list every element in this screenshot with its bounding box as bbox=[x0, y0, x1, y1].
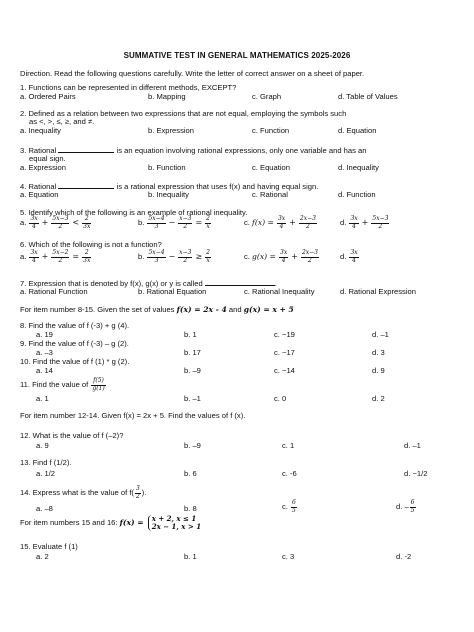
question-12: 12. What is the value of f (–2)? bbox=[20, 431, 124, 440]
q13-option-a[interactable]: a. 1/2 bbox=[36, 469, 55, 478]
q5-option-d[interactable]: d. $\frac{3x}{4}$ + $\frac{5x-3}{2}$ bbox=[340, 215, 389, 230]
q3-text-a: 3. Rational bbox=[20, 146, 57, 155]
page-title: SUMMATIVE TEST IN GENERAL MATHEMATICS 2025-2026 bbox=[123, 51, 351, 60]
question-11 bbox=[20, 378, 107, 392]
q1-option-c[interactable]: c. Graph bbox=[252, 92, 282, 101]
q6-b-label: b. bbox=[138, 252, 145, 261]
fraction: $\frac{3x}{4}$ bbox=[280, 249, 288, 264]
function-notation: f(x) = bbox=[252, 218, 274, 227]
fraction: $\frac{3x}{4}$ bbox=[350, 249, 358, 264]
fraction: $\frac{2x-3}{2}$ bbox=[301, 249, 318, 264]
q3-option-a[interactable]: a. Expression bbox=[20, 163, 67, 172]
q8-option-a[interactable]: a. 19 bbox=[36, 330, 53, 339]
fraction: $\frac{3x}{4}$ bbox=[30, 249, 38, 264]
q4-option-d[interactable]: d. Function bbox=[338, 190, 376, 199]
q14-c-label: c. bbox=[282, 502, 288, 511]
q6-option-b[interactable]: b. $\frac{5x-4}{3}$ − $\frac{x-3}{2}$ ≥ $\frac{2}{x}$ bbox=[138, 249, 210, 264]
q5-option-b[interactable]: b. $\frac{5x-4}{3}$ − $\frac{x-3}{2}$ = $\frac{2}{x}$ bbox=[138, 215, 210, 230]
directions: Direction. Read the following questions carefully. Write the letter of correct answer on a sheet of paper. bbox=[20, 69, 365, 78]
q5-b-label: b. bbox=[138, 218, 145, 227]
fraction: $\frac{5x-3}{2}$ bbox=[52, 215, 69, 230]
given-piecewise-text: For item numbers 15 and 16: bbox=[20, 518, 118, 527]
case-2: 2x − 1, x > 1 bbox=[151, 522, 202, 531]
fraction: $\frac{3x}{4}$ bbox=[277, 215, 286, 230]
q14-d-label: d. – bbox=[396, 502, 409, 511]
q10-option-a[interactable]: a. 14 bbox=[36, 366, 53, 375]
q10-option-b[interactable]: b. –9 bbox=[184, 366, 201, 375]
q11-option-c[interactable]: c. 0 bbox=[274, 394, 287, 403]
fraction: $\frac{5x-2}{2}$ bbox=[52, 249, 69, 264]
q15-option-a[interactable]: a. 2 bbox=[36, 552, 49, 561]
q9-option-c[interactable]: c. −17 bbox=[274, 348, 295, 357]
question-5: 5. Identify which of the following is an example of rational inequality. bbox=[20, 208, 248, 217]
q12-option-c[interactable]: c. 1 bbox=[282, 441, 295, 450]
q6-a-label: a. bbox=[20, 252, 27, 261]
q8-option-b[interactable]: b. 1 bbox=[184, 330, 197, 339]
q5-option-a[interactable]: a. $\frac{3x}{4}$ + $\frac{5x-3}{2}$ < $\frac{2}{3x}$ bbox=[20, 215, 91, 230]
question-2-cont: as <, >, ≤, ≥, and ≠. bbox=[29, 117, 95, 126]
q8-option-d[interactable]: d. –1 bbox=[372, 330, 389, 339]
q1-option-b[interactable]: b. Mapping bbox=[148, 92, 186, 101]
q4-text-a: 4. Rational bbox=[20, 182, 57, 191]
q3-option-b[interactable]: b. Function bbox=[148, 163, 186, 172]
q3-option-d[interactable]: d. Inequality bbox=[338, 163, 379, 172]
q12-option-b[interactable]: b. –9 bbox=[184, 441, 201, 450]
fraction: $\frac{f(5)}{g(1)}$ bbox=[92, 377, 105, 392]
q2-option-c[interactable]: c. Function bbox=[252, 126, 290, 135]
q6-c-label: c. bbox=[244, 252, 250, 261]
q2-option-d[interactable]: d. Equation bbox=[338, 126, 377, 135]
q4-option-a[interactable]: a. Equation bbox=[20, 190, 59, 199]
q10-option-c[interactable]: c. −14 bbox=[274, 366, 295, 375]
q3-text-b: is an equation involving rational expressions, only one variable and has an bbox=[116, 146, 367, 155]
q13-option-b[interactable]: b. 6 bbox=[184, 469, 197, 478]
q14-text-a: 14. Express what is the value of f( bbox=[20, 488, 134, 497]
q8-option-c[interactable]: c. −19 bbox=[274, 330, 295, 339]
function-f: f(x) = 2x - 4 bbox=[176, 305, 227, 314]
q5-c-label: c. bbox=[244, 218, 250, 227]
q2-option-b[interactable]: b. Expression bbox=[148, 126, 195, 135]
question-1: 1. Functions can be represented in different methods, EXCEPT? bbox=[20, 83, 237, 92]
q15-option-d[interactable]: d. -2 bbox=[396, 552, 412, 561]
q6-option-a[interactable]: a. $\frac{3x}{4}$ + $\frac{5x-2}{2}$ = $\frac{2}{3x}$ bbox=[20, 249, 91, 264]
q9-option-a[interactable]: a. –3 bbox=[36, 348, 53, 357]
question-10: 10. Find the value of f (1) * g (2). bbox=[20, 357, 130, 366]
q6-option-d[interactable] bbox=[340, 250, 360, 264]
fraction: $\frac{2x-3}{2}$ bbox=[299, 215, 316, 230]
fraction: $\frac{2}{x}$ bbox=[206, 249, 210, 264]
case-1: x + 2, x ≤ 1 bbox=[151, 514, 197, 523]
fraction: $\frac{3}{2}$ bbox=[135, 485, 140, 500]
q13-option-c[interactable]: c. -6 bbox=[282, 469, 297, 478]
q3-option-c[interactable]: c. Equation bbox=[252, 163, 290, 172]
q4-blank bbox=[58, 181, 114, 189]
q11-option-b[interactable]: b. –1 bbox=[184, 394, 201, 403]
question-3-cont: equal sign. bbox=[29, 154, 66, 163]
fraction: $\frac{6}{5}$ bbox=[292, 499, 296, 514]
given-values-12-14: For item number 12-14. Given f(x) = 2x + 5. Find the values of f (x). bbox=[20, 411, 246, 420]
question-9: 9. Find the value of f (-3) – g (2). bbox=[20, 339, 129, 348]
q14-option-d[interactable] bbox=[396, 500, 417, 514]
fraction: $\frac{2}{3x}$ bbox=[83, 249, 91, 264]
fraction: $\frac{2}{3x}$ bbox=[83, 215, 91, 230]
question-8: 8. Find the value of f (-3) + g (4). bbox=[20, 321, 130, 330]
fraction: $\frac{5x-3}{2}$ bbox=[372, 215, 389, 230]
fraction: $\frac{3x}{4}$ bbox=[350, 215, 358, 230]
q7-option-a[interactable]: a. Rational Function bbox=[20, 287, 88, 296]
given-and: and bbox=[228, 305, 242, 314]
q7-option-d[interactable]: d. Rational Expression bbox=[340, 287, 416, 296]
q14-text-b: ). bbox=[141, 488, 147, 497]
question-3 bbox=[20, 145, 366, 155]
q14-option-b[interactable]: b. 8 bbox=[184, 504, 197, 513]
q12-option-a[interactable]: a. 9 bbox=[36, 441, 49, 450]
question-6: 6. Which of the following is not a function? bbox=[20, 240, 162, 249]
question-14 bbox=[20, 486, 146, 500]
fraction: $\frac{3x}{4}$ bbox=[30, 215, 38, 230]
q12-option-d[interactable]: d. –1 bbox=[404, 441, 421, 450]
q14-option-a[interactable]: a. –8 bbox=[36, 504, 53, 513]
q6-option-c[interactable]: c. g(x) = $\frac{3x}{4}$ + $\frac{2x-3}{2}$ bbox=[244, 249, 318, 264]
q15-option-b[interactable]: b. 1 bbox=[184, 552, 197, 561]
q11-option-d[interactable]: d. 2 bbox=[372, 394, 385, 403]
q9-option-b[interactable]: b. 17 bbox=[184, 348, 201, 357]
fraction: $\frac{5x-4}{3}$ bbox=[148, 249, 165, 264]
q4-option-c[interactable]: c. Rational bbox=[252, 190, 288, 199]
question-2: 2. Defined as a relation between two expressions that are not equal, employing the symbols such bbox=[20, 109, 347, 118]
q11-text: 11. Find the value of bbox=[20, 380, 89, 389]
question-7: 7. Expression that is denoted by f(x), g(x) or y is called . bbox=[20, 279, 278, 288]
q10-option-d[interactable]: d. 9 bbox=[372, 366, 385, 375]
q7-option-b[interactable]: b. Rational Equation bbox=[138, 287, 207, 296]
fraction: $\frac{x-3}{2}$ bbox=[179, 249, 192, 264]
fraction: $\frac{6}{5}$ bbox=[410, 499, 415, 514]
question-13: 13. Find f (1/2). bbox=[20, 458, 72, 467]
q1-option-a[interactable]: a. Ordered Pairs bbox=[20, 92, 76, 101]
q9-option-d[interactable]: d. 3 bbox=[372, 348, 385, 357]
given-piecewise bbox=[20, 515, 201, 531]
q5-d-label: d. bbox=[340, 218, 347, 227]
q4-text-b: is a rational expression that uses f(x) and having equal sign. bbox=[116, 182, 319, 191]
given-text: For item number 8-15. Given the set of values bbox=[20, 305, 175, 314]
q5-a-label: a. bbox=[20, 218, 27, 227]
fraction: $\frac{2}{x}$ bbox=[206, 215, 210, 230]
q14-option-c[interactable] bbox=[282, 500, 298, 514]
fraction: $\frac{x-3}{2}$ bbox=[179, 215, 192, 230]
question-15: 15. Evaluate f (1) bbox=[20, 542, 78, 551]
q3-blank bbox=[58, 145, 114, 153]
q4-option-b[interactable]: b. Inequality bbox=[148, 190, 189, 199]
q15-option-c[interactable]: c. 3 bbox=[282, 552, 295, 561]
q11-option-a[interactable]: a. 1 bbox=[36, 394, 49, 403]
function-f: f(x) = bbox=[119, 518, 144, 527]
fraction: $\frac{5x-4}{3}$ bbox=[148, 215, 165, 230]
given-values-8-15 bbox=[20, 305, 294, 314]
q13-option-d[interactable]: d. −1/2 bbox=[404, 469, 428, 478]
function-notation: g(x) = bbox=[252, 252, 276, 261]
q7-blank bbox=[205, 278, 275, 286]
function-g: g(x) = x + 5 bbox=[243, 305, 294, 314]
q7-option-c[interactable]: c. Rational Inequality bbox=[244, 287, 315, 296]
piecewise-cases bbox=[148, 515, 201, 531]
q2-option-a[interactable]: a. Inequality bbox=[20, 126, 61, 135]
q1-option-d[interactable]: d. Table of Values bbox=[338, 92, 398, 101]
q5-option-c[interactable]: c. f(x) = $\frac{3x}{4}$ + $\frac{2x-3}{2}$ bbox=[244, 215, 316, 230]
q6-d-label: d. bbox=[340, 252, 347, 261]
q7-text: 7. Expression that is denoted by f(x), g(x) or y is called bbox=[20, 279, 203, 288]
